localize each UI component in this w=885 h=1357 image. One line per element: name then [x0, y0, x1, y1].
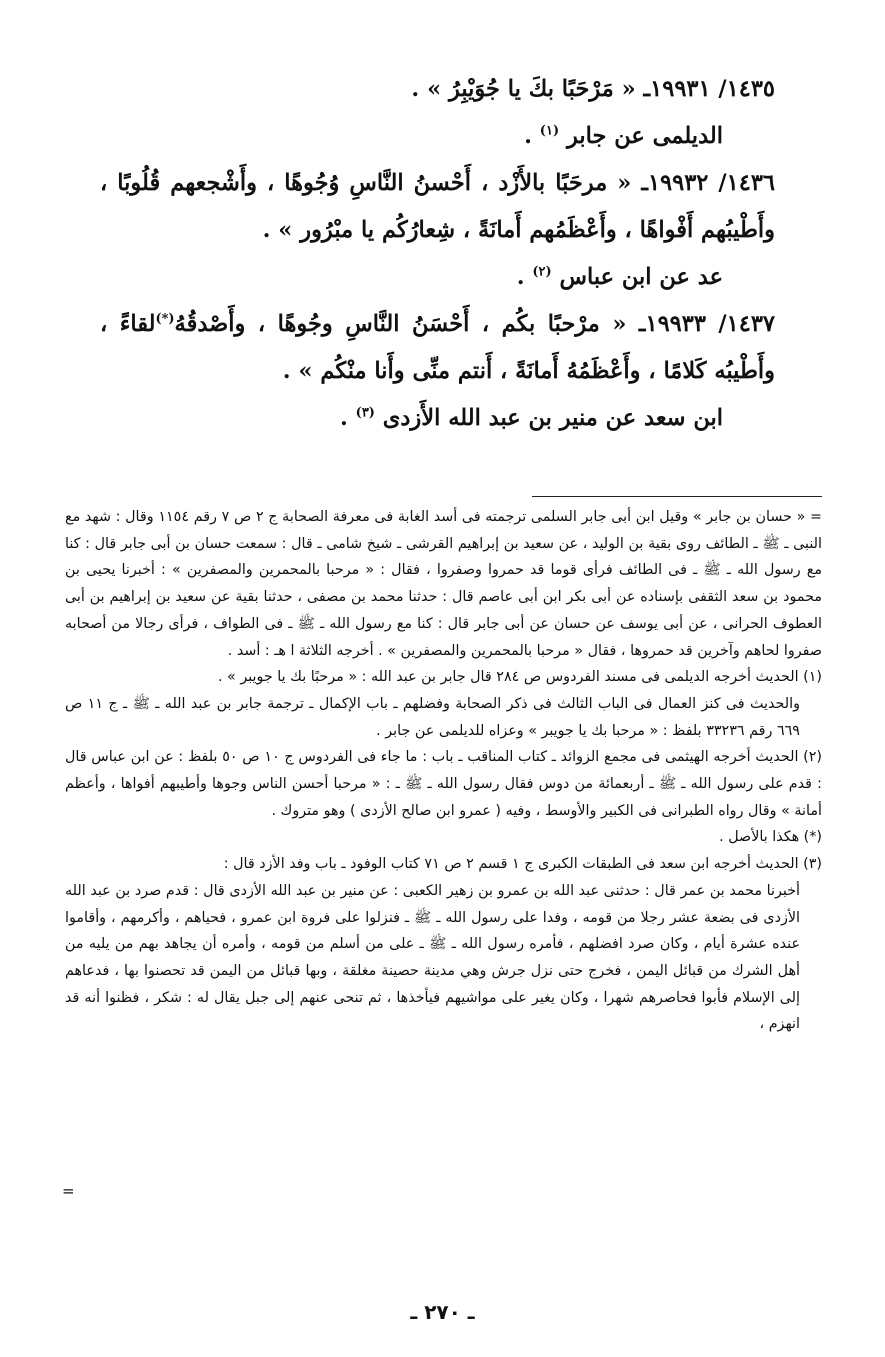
footnotes [65, 504, 822, 1038]
footnote-separator [532, 496, 822, 497]
source-text: ابن سعد عن منير بن عبد الله الأَزدى [382, 405, 723, 431]
footnote-ref-star: (*) [155, 311, 175, 327]
footnote-ref-1: (١) [539, 123, 560, 139]
footnote-3-continued: أخبرنا محمد بن عمر قال : حدثنى عبد الله بن عمرو بن زهير الكعبى : عن منير بن عبد الله الأزدى قال : قدم صرد بن عبد الله الأزدى فى بضعة عشر رجلا من قومه ، وفدا على رسول الله ـ ﷺ ـ فنزلوا على فروة ابن عمرو ، فحياهم ، وأكرمهم ، وأقاموا عنده عشرة أيام ، وكان صرد افضلهم ، فأمره رسول الله ـ ﷺ ـ على من أسلم من قومه ، وأمره أن يجاهد بهم من يليه من أهل الشرك من قبائل اليمن ، فخرج حتى نزل جرش وهي مدينة حصينة مغلقة ، وبها قبائل من اليمن قد تحصنوا بها ، فدعاهم إلى الإسلام فأبوا فحاصرهم شهرا ، وكان يغير على مواشيهم فيأخذها ، ثم تنحى عنهم إلى جبل يقال له : شكر ، فظنوا أنه قد انهزم ، [65, 882, 800, 1033]
hadith-1436 [100, 160, 775, 254]
footnote-star: (*) هكذا بالأصل . [719, 829, 822, 846]
footnote-ref-2: (٢) [532, 264, 552, 280]
hadith-1436-text: ١٤٣٦/ ١٩٩٣٢ـ « مرحَبًا بالأَزْد ، أَحْسنُ النَّاسِ وُجُوهًا ، وأَشْجعهم قُلُوبًا ، وأَطْيبُهم أَفْواهًا ، وأَعْظَمُهم أَمانَةً ، شِعارُكُم يا مبْرُور » . [100, 170, 775, 243]
hadith-1437-source: ابن سعد عن منير بن عبد الله الأَزدى $^{(٣)}$ . [339, 405, 723, 431]
hadith-1437 [100, 301, 775, 395]
hadith-entries [100, 66, 775, 442]
page-number: ـ ٢٧٠ ـ [410, 1300, 475, 1324]
footnote-previous-continuation: = « حسان بن جابر » وقيل ابن أبى جابر السلمى ترجمته فى أسد الغابة فى معرفة الصحابة ج ٢ ص ٧ رقم ١١٥٤ وقال : شهد مع النبى ـ ﷺ ـ الطائف روى بقية بن الوليد ، عن سعيد بن إبراهيم القرشى ـ شيخ شامى ـ قال : سمعت حسان بن أبى جابر قال : كنا مع رسول الله ـ ﷺ ـ فى الطائف فرأى قوما قد حمروا وصفروا ، فقال : « مرحبا بالمحمرين والمصفرين » : أخبرنا يحيى بن محمود بن سعد الثقفى بإسناده عن أبى بكر ابن أبى عاصم قال : حدثنا محمد بن مصفى ، حدثنا بقية عن سعيد بن إبراهيم بن أبى العطوف الحرانى ، عن أبى يوسف عن حسان عن أبى جابر قال : كنا مع رسول الله ـ ﷺ ـ فى الطواف ، فرأى رجالا من أصحابه صفروا لحاهم وآخرين قد حمروها ، فقال « مرحبا بالمحمرين والمصفرين » . أخرجه الثلاثة ا هـ : أسد . [65, 509, 823, 659]
footnote-1: (١) الحديث أخرجه الديلمى فى مسند الفردوس ص ٢٨٤ قال جابر بن عبد الله : « مرحبًا بك يا جويبر » . [217, 669, 822, 686]
hadith-1435-source: الديلمى عن جابر $^{(١)}$ . [524, 123, 723, 149]
footnote-ref-3: (٣) [355, 405, 375, 421]
footnote-1-continued: والحديث فى كنز العمال فى الباب الثالث فى ذكر الصحابة وفضلهم ـ باب الإكمال ـ ترجمة جابر بن عبد الله ـ ﷺ ـ ج ١١ ص ٦٦٩ رقم ٣٣٢٣٦ بلفظ : « مرحبا بك يا جويبر » وعزاه للديلمى عن جابر . [65, 695, 800, 739]
hadith-1437-text-b: لقاءً ، وأَطْيبُه كَلامًا ، وأَعْظَمُهُ أَمانَةً ، أَنتم منِّى وأَنا منْكُم » . [100, 311, 775, 384]
footnote-3: (٣) الحديث أخرجه ابن سعد فى الطبقات الكبرى ج ١ قسم ٢ ص ٧١ كتاب الوفود ـ باب وفد الأزد قال : [223, 856, 822, 873]
footnote-2: (٢) الحديث أخرجه الهيثمى فى مجمع الزوائد ـ كتاب المناقب ـ باب : ما جاء فى الفردوس ج ١٠ ص ٥٠ بلفظ : عن ابن عباس قال : قدم على رسول الله ـ ﷺ ـ أربعمائة من دوس فقال رسول الله ـ ﷺ ـ : « مرحبا أحسن الناس وجوها وأطيبهم أفواها ، وأعظم أمانة » وقال رواه الطبرانى فى الكبير والأوسط ، وفيه ( عمرو ابن صالح الأزدى ) وهو متروك . [65, 749, 822, 819]
hadith-1435-text: ١٤٣٥/ ١٩٩٣١ـ « مَرْحَبًا بكَ يا جُوَيْبِرُ » . [411, 76, 775, 102]
source-text: عد عن ابن عباس [559, 264, 723, 290]
continuation-mark: = [62, 1182, 75, 1200]
hadith-1435 [100, 66, 775, 113]
hadith-1437-text-a: ١٤٣٧/ ١٩٩٣٣ـ « مرْحبًا بكُم ، أَحْسَنُ النَّاسِ وجُوهًا ، وأَصْدقُهُ [174, 311, 775, 337]
hadith-1436-source: عد عن ابن عباس $^{(٢)}$ . [516, 264, 723, 290]
source-text: الديلمى عن جابر [566, 123, 723, 149]
